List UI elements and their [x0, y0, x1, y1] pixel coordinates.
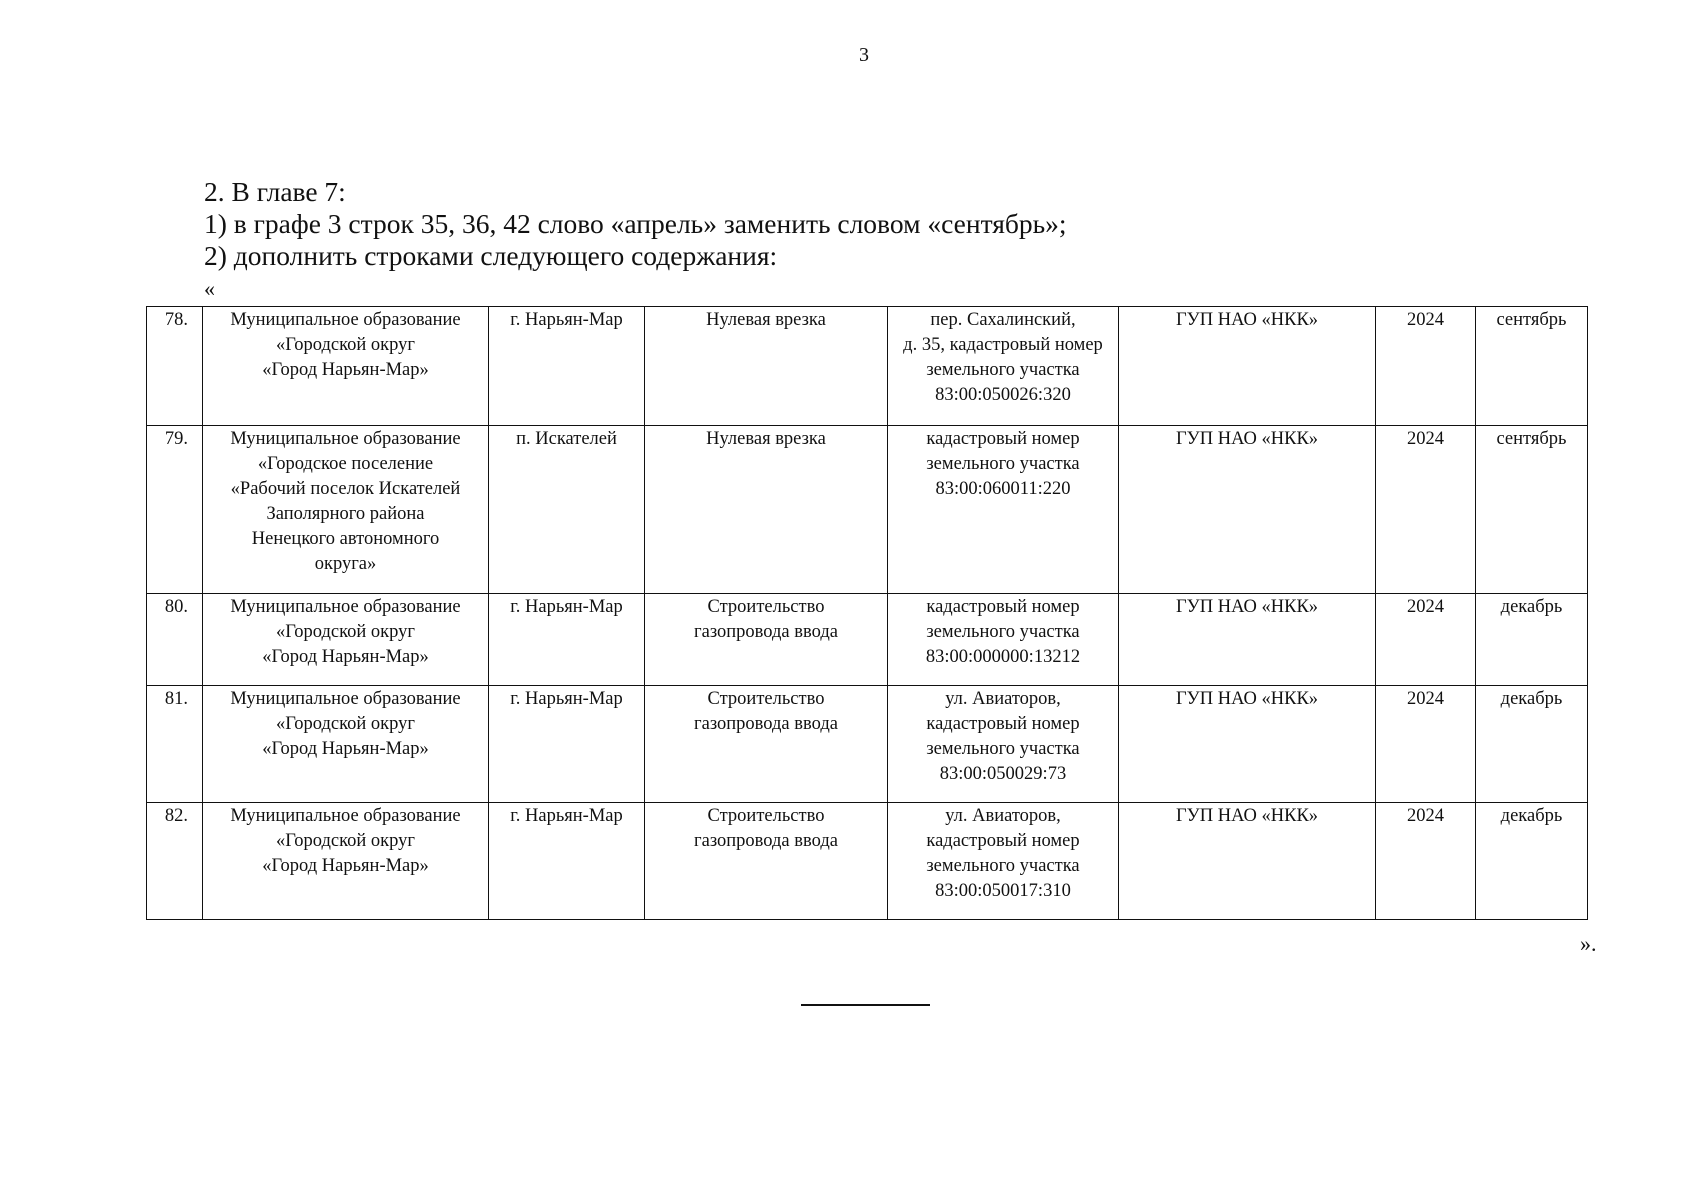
year-cell: 2024 [1376, 426, 1476, 594]
address-cell-line: 83:00:060011:220 [935, 479, 1071, 499]
address-cell [888, 594, 1119, 686]
table-row [147, 426, 1588, 594]
year-cell: 2024 [1376, 686, 1476, 803]
closing-quote-mark: ». [1580, 931, 1597, 956]
organization-cell: ГУП НАО «НКК» [1119, 686, 1376, 803]
locality-cell: г. Нарьян-Мар [489, 594, 645, 686]
work-type-cell [645, 594, 888, 686]
locality-cell: г. Нарьян-Мар [489, 307, 645, 426]
address-cell-line: земельного участка [926, 360, 1080, 380]
page-number: 3 [859, 44, 869, 66]
municipality-cell-line: «Рабочий поселок Искателей [230, 479, 461, 499]
address-cell [888, 803, 1119, 920]
work-type-cell-line: Нулевая врезка [706, 310, 826, 330]
address-cell-line: кадастровый номер [926, 597, 1080, 617]
amendment-item-2: 2) дополнить строками следующего содержания: [204, 240, 778, 271]
month-cell: декабрь [1476, 594, 1588, 686]
opening-quote-mark: « [204, 276, 215, 301]
municipality-cell-line: Заполярного района [266, 504, 425, 524]
table-row [147, 686, 1588, 803]
month-cell: сентябрь [1476, 426, 1588, 594]
work-type-cell [645, 426, 888, 594]
municipality-cell-line: «Город Нарьян-Мар» [262, 647, 429, 667]
locality-cell: п. Искателей [489, 426, 645, 594]
municipality-cell-line: округа» [314, 554, 377, 574]
table-body [147, 307, 1588, 920]
work-type-cell-line: газопровода ввода [694, 714, 838, 734]
month-cell: декабрь [1476, 803, 1588, 920]
municipality-cell [203, 594, 489, 686]
address-cell [888, 426, 1119, 594]
municipality-cell-line: Ненецкого автономного [251, 529, 440, 549]
address-cell-line: 83:00:050026:320 [935, 385, 1071, 405]
address-cell-line: земельного участка [926, 454, 1080, 474]
work-type-cell-line: газопровода ввода [694, 622, 838, 642]
municipality-cell [203, 307, 489, 426]
municipality-cell-line: «Город Нарьян-Мар» [262, 360, 429, 380]
work-type-cell-line: Нулевая врезка [706, 429, 826, 449]
address-cell-line: земельного участка [926, 622, 1080, 642]
month-cell: декабрь [1476, 686, 1588, 803]
month-cell: сентябрь [1476, 307, 1588, 426]
address-cell-line: кадастровый номер [926, 714, 1080, 734]
address-cell-line: ул. Авиаторов, [945, 806, 1061, 826]
organization-cell: ГУП НАО «НКК» [1119, 426, 1376, 594]
municipality-cell-line: Муниципальное образование [230, 429, 461, 449]
table-row [147, 803, 1588, 920]
municipality-cell-line: «Город Нарьян-Мар» [262, 739, 429, 759]
amendment-item-1: 1) в графе 3 строк 35, 36, 42 слово «апрель» заменить словом «сентябрь»; [204, 208, 1067, 239]
work-type-cell-line: Строительство [707, 597, 825, 617]
address-cell [888, 686, 1119, 803]
row-number-cell: 82. [147, 803, 203, 920]
locality-cell: г. Нарьян-Мар [489, 686, 645, 803]
amendment-table [146, 306, 1588, 920]
chapter-heading: 2. В главе 7: [204, 176, 346, 207]
municipality-cell [203, 686, 489, 803]
amendment-intro [204, 176, 1067, 272]
year-cell: 2024 [1376, 307, 1476, 426]
work-type-cell-line: Строительство [707, 689, 825, 709]
municipality-cell-line: «Городской округ [275, 622, 416, 642]
municipality-cell-line: Муниципальное образование [230, 310, 461, 330]
organization-cell: ГУП НАО «НКК» [1119, 307, 1376, 426]
work-type-cell-line: Строительство [707, 806, 825, 826]
table-row [147, 307, 1588, 426]
row-number-cell: 81. [147, 686, 203, 803]
address-cell-line: земельного участка [926, 856, 1080, 876]
address-cell-line: земельного участка [926, 739, 1080, 759]
row-number-cell: 80. [147, 594, 203, 686]
table-row [147, 594, 1588, 686]
address-cell-line: пер. Сахалинский, [930, 310, 1076, 330]
address-cell-line: ул. Авиаторов, [945, 689, 1061, 709]
municipality-cell-line: «Городской округ [275, 714, 416, 734]
organization-cell: ГУП НАО «НКК» [1119, 803, 1376, 920]
work-type-cell [645, 803, 888, 920]
municipality-cell [203, 803, 489, 920]
address-cell [888, 307, 1119, 426]
municipality-cell-line: «Городской округ [275, 831, 416, 851]
work-type-cell [645, 686, 888, 803]
municipality-cell-line: «Городской округ [275, 335, 416, 355]
address-cell-line: кадастровый номер [926, 429, 1080, 449]
municipality-cell-line: «Город Нарьян-Мар» [262, 856, 429, 876]
address-cell-line: 83:00:000000:13212 [925, 647, 1081, 667]
municipality-cell [203, 426, 489, 594]
address-cell-line: кадастровый номер [926, 831, 1080, 851]
row-number-cell: 79. [147, 426, 203, 594]
address-cell-line: 83:00:050017:310 [935, 881, 1071, 901]
municipality-cell-line: Муниципальное образование [230, 689, 461, 709]
municipality-cell-line: Муниципальное образование [230, 597, 461, 617]
municipality-cell-line: «Городское поселение [257, 454, 434, 474]
locality-cell: г. Нарьян-Мар [489, 803, 645, 920]
year-cell: 2024 [1376, 594, 1476, 686]
year-cell: 2024 [1376, 803, 1476, 920]
end-of-document-rule [801, 1004, 930, 1006]
work-type-cell-line: газопровода ввода [694, 831, 838, 851]
address-cell-line: 83:00:050029:73 [939, 764, 1067, 784]
address-cell-line: д. 35, кадастровый номер [903, 335, 1103, 355]
row-number-cell: 78. [147, 307, 203, 426]
work-type-cell [645, 307, 888, 426]
organization-cell: ГУП НАО «НКК» [1119, 594, 1376, 686]
municipality-cell-line: Муниципальное образование [230, 806, 461, 826]
